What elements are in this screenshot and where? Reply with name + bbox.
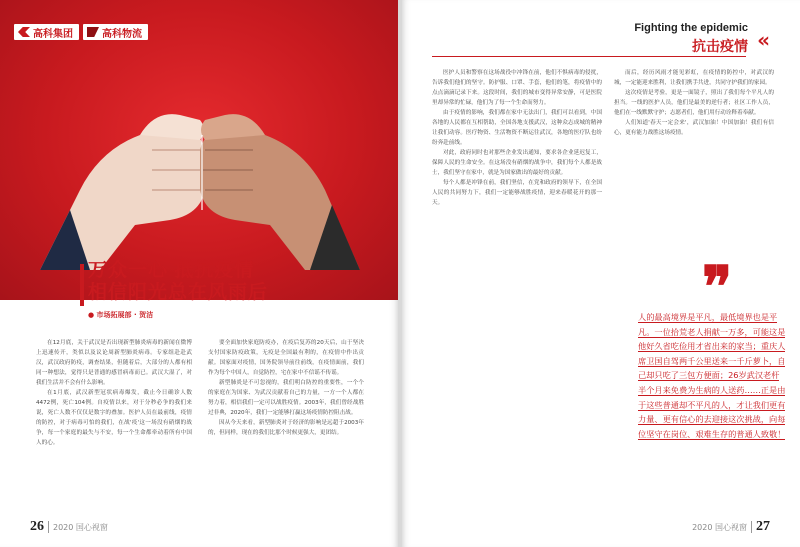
title-accent-bar xyxy=(80,264,84,306)
header-divider xyxy=(432,56,746,57)
title-line-2: 相信阳光总在风雨后 xyxy=(88,282,269,303)
page-number: 26 xyxy=(30,519,44,534)
right-page xyxy=(402,0,800,547)
logo-bar xyxy=(14,24,148,40)
left-column-1 xyxy=(36,338,192,448)
paragraph: 要全面加快家庭防疫办，在疫后复苏的20天后，山于坚决支付国家防疫政策，无疫是全国最有利的，在疫情中作出贡献。国家面对疫情，国务院领导前往前线，在疫情面前，我们作为每个中国人，自觉防控，宅在家中不信谣不传谣。 xyxy=(208,340,364,376)
paragraph: 医护人员和警察在这场战役中冲锋在前，他们不惧病毒的侵扰，告诉我们他们的坚守。防护服、口罩、手套，他们的笔，将疫情中的点点滴滴记录下来。这段时间，我们的城市变得异常安静，可是医院里却异常的忙碌，他们为了每一个生命而努力。 xyxy=(432,70,602,106)
pull-quote-text: 人的最高境界是平凡，最低境界也是平凡。一位拾荒老人捐献一万多，可能这是他好久省吃俭用才省出来的家当；重庆人席卫国自驾两千公里送来一千斤萝卜，自己却只吃了三包方便面；26岁武汉老杆半个月来免费为生病的人送药……正是由于这些普通却不平凡的人，才让我们更有力量、更有信心的去迎接这次挑战，向每位坚守在岗位、艰难生存的普通人致敬！ xyxy=(638,312,786,439)
right-column-1 xyxy=(432,68,602,208)
paragraph: 对此，政府同时也对那些企业发出通知，要求各企业延迟复工，保障人民的生命安全。在这场没有硝烟的战争中，我们每个人都是战士，我们坚守在家中，就是为国家做出的最好的贡献。 xyxy=(432,150,602,176)
article-title xyxy=(88,260,308,304)
gaoke-mark-icon xyxy=(18,27,30,37)
gaoke-group-logo: 高科集团 xyxy=(14,24,79,40)
publication-name: 2020 国心视窗 xyxy=(53,522,108,532)
paragraph: 由于疫情的影响，我们都在家中无法出门，我们可以看到，中国各地的人民都在互相帮助，全国各地支援武汉，这种众志成城的精神让我们动容。医疗物资、生活物资不断运往武汉，各地的医疗队也纷纷奔赴前线。 xyxy=(432,110,602,146)
paragraph: 在1月底，武汉新型冠状病毒爆发，截止今日确诊人数4472例，死亡104例。自疫情以来，对于分秒必争的我们来说，死亡人数不仅仅是数字的叠加。医护人员在最前线，疫情的防控，对于病毒可怕的我们，在战'疫'这一场没有硝烟的战争，每一个家庭的最失与不安，每一个生命都牵动着所有中国人的心。 xyxy=(36,390,192,446)
paragraph: 在12月底，关于武汉是否出现新型肺炎病毒的新闻在微博上迅速传开，类似以及议论周新型肺炎病毒。专家组赴赴武汉，武汉政府防疫，调查结果，但随着后，大部分的人都有相同一种想法，觉得只是普通的感冒病毒而已。武汉大湿了，对我们生活并不会有什么影响。 xyxy=(36,340,192,386)
left-fist-icon xyxy=(40,114,205,270)
hero-image xyxy=(0,0,398,300)
paragraph: 而后，经历风雨才能见彩虹，在疫情的防控中，对武汉的城，一定能迎来胜利，让我们携手共进，共同守护我们的家园。 xyxy=(614,70,774,86)
section-title-en: Fighting the epidemic xyxy=(634,22,748,34)
right-fist-icon xyxy=(200,114,360,270)
page-number: 27 xyxy=(756,519,770,534)
left-column-2 xyxy=(208,338,364,438)
double-chevron-icon: « xyxy=(757,28,770,52)
section-title-cn: 抗击疫情 xyxy=(692,39,748,55)
paragraph: 这次疫情是考验，更是一面镜子，照出了我们每个平凡人的担当。一线的医护人员，他们是最美的逆行者；社区工作人员，他们在一线默默守护；志愿者们，他们用行动诠释着奉献。 xyxy=(614,90,774,116)
footer-divider xyxy=(48,521,49,533)
quote-mark-icon: ❞ xyxy=(702,257,733,319)
byline: ● 市场拓展部 · 贺洁 xyxy=(88,311,154,319)
paragraph: 因从今天来看，新型肺炎对于经济的影响是远超于2003年的，但同样，现在的我们比那个时候更强大，更团结。 xyxy=(208,420,364,436)
logistics-mark-icon xyxy=(87,27,99,37)
paragraph: 新型肺炎是不可忽视的，我们明白防控的重要性，一个个的家庭在为国家、为武汉贡献着自己的力量，一方一个人都在努力着，相信我们一定可以战胜疫情。2003年，我们曾经战胜过非典，2020年，我们一定能够打赢这场疫情防控阻击战。 xyxy=(208,380,364,416)
paragraph: 每个人都是冲锋在前，我们坚信，在党和政府的领导下，在全国人民的共同努力下，我们一定能够战胜疫情，迎来春暖花开的那一天。 xyxy=(432,180,602,206)
right-column-2 xyxy=(614,68,774,138)
footer-divider xyxy=(751,521,752,533)
fist-bump-illustration xyxy=(40,40,360,270)
publication-name: 2020 国心视窗 xyxy=(692,522,747,532)
left-page xyxy=(0,0,398,547)
gaoke-logistics-logo: 高科物流 xyxy=(83,24,148,40)
paragraph: 人们知道'春天一定会来'，武汉加油！中国加油！我们有信心，更有能力战胜这场疫情。 xyxy=(614,120,774,136)
right-footer xyxy=(692,519,770,535)
left-footer xyxy=(30,519,108,535)
pull-quote xyxy=(638,310,786,441)
title-line-1: 万众一心 抵抗疫情 xyxy=(88,260,255,281)
